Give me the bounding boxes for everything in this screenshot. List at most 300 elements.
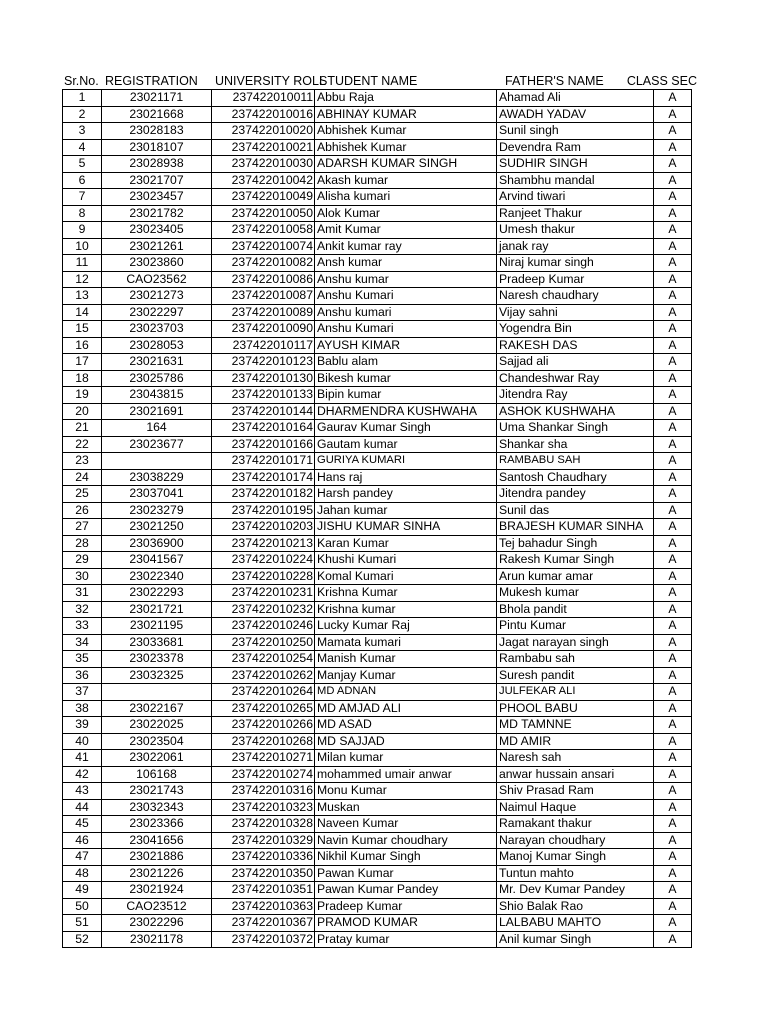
cell-sr-no[interactable]: 3 [63, 123, 102, 140]
cell-registration[interactable]: 23021261 [102, 238, 212, 255]
cell-sr-no[interactable]: 18 [63, 370, 102, 387]
cell-student-name[interactable]: Bikesh kumar [315, 370, 497, 387]
table-row[interactable] [63, 123, 692, 140]
cell-sr-no[interactable]: 7 [63, 189, 102, 206]
cell-student-name[interactable]: Harsh pandey [315, 486, 497, 503]
cell-registration[interactable]: 23023677 [102, 436, 212, 453]
cell-section[interactable]: A [654, 90, 692, 107]
cell-section[interactable]: A [654, 403, 692, 420]
table-row[interactable] [63, 436, 692, 453]
cell-section[interactable]: A [654, 271, 692, 288]
cell-section[interactable]: A [654, 436, 692, 453]
cell-sr-no[interactable]: 49 [63, 882, 102, 899]
cell-registration[interactable]: 23021250 [102, 519, 212, 536]
cell-fathers-name[interactable]: Bhola pandit [497, 601, 654, 618]
cell-student-name[interactable]: Jahan kumar [315, 502, 497, 519]
cell-section[interactable]: A [654, 486, 692, 503]
cell-student-name[interactable]: Abhishek Kumar [315, 123, 497, 140]
cell-student-name[interactable]: Alok Kumar [315, 205, 497, 222]
cell-roll[interactable]: 237422010117 [212, 337, 315, 354]
cell-roll[interactable]: 237422010203 [212, 519, 315, 536]
cell-roll[interactable]: 237422010265 [212, 700, 315, 717]
cell-fathers-name[interactable]: MD TAMNNE [497, 717, 654, 734]
cell-registration[interactable]: 23022061 [102, 750, 212, 767]
cell-student-name[interactable]: Pradeep Kumar [315, 898, 497, 915]
cell-registration[interactable]: 23033681 [102, 634, 212, 651]
cell-student-name[interactable]: Anshu kumari [315, 304, 497, 321]
cell-sr-no[interactable]: 52 [63, 931, 102, 948]
cell-fathers-name[interactable]: Sunil singh [497, 123, 654, 140]
table-row[interactable] [63, 816, 692, 833]
cell-student-name[interactable]: Anshu kumar [315, 271, 497, 288]
cell-roll[interactable]: 237422010016 [212, 106, 315, 123]
cell-sr-no[interactable]: 20 [63, 403, 102, 420]
cell-fathers-name[interactable]: Naresh sah [497, 750, 654, 767]
cell-student-name[interactable]: Karan Kumar [315, 535, 497, 552]
cell-student-name[interactable]: Bipin kumar [315, 387, 497, 404]
table-row[interactable] [63, 288, 692, 305]
cell-sr-no[interactable]: 6 [63, 172, 102, 189]
cell-sr-no[interactable]: 12 [63, 271, 102, 288]
cell-fathers-name[interactable]: Yogendra Bin [497, 321, 654, 338]
cell-fathers-name[interactable]: Suresh pandit [497, 667, 654, 684]
cell-section[interactable]: A [654, 189, 692, 206]
cell-roll[interactable]: 237422010174 [212, 469, 315, 486]
cell-roll[interactable]: 237422010262 [212, 667, 315, 684]
table-row[interactable] [63, 700, 692, 717]
cell-roll[interactable]: 237422010213 [212, 535, 315, 552]
cell-fathers-name[interactable]: Uma Shankar Singh [497, 420, 654, 437]
cell-roll[interactable]: 237422010087 [212, 288, 315, 305]
cell-fathers-name[interactable]: Ahamad Ali [497, 90, 654, 107]
cell-sr-no[interactable]: 39 [63, 717, 102, 734]
cell-registration[interactable]: 23021273 [102, 288, 212, 305]
cell-roll[interactable]: 237422010123 [212, 354, 315, 371]
cell-fathers-name[interactable]: ASHOK KUSHWAHA [497, 403, 654, 420]
cell-roll[interactable]: 237422010329 [212, 832, 315, 849]
cell-roll[interactable]: 237422010274 [212, 766, 315, 783]
cell-registration[interactable]: 23025786 [102, 370, 212, 387]
cell-section[interactable]: A [654, 898, 692, 915]
table-row[interactable] [63, 865, 692, 882]
cell-sr-no[interactable]: 37 [63, 684, 102, 701]
cell-roll[interactable]: 237422010336 [212, 849, 315, 866]
table-row[interactable] [63, 882, 692, 899]
cell-sr-no[interactable]: 26 [63, 502, 102, 519]
cell-fathers-name[interactable]: Rakesh Kumar Singh [497, 552, 654, 569]
cell-registration[interactable]: 23021691 [102, 403, 212, 420]
table-row[interactable] [63, 634, 692, 651]
cell-registration[interactable]: 23032343 [102, 799, 212, 816]
cell-fathers-name[interactable]: janak ray [497, 238, 654, 255]
table-row[interactable] [63, 667, 692, 684]
cell-section[interactable]: A [654, 519, 692, 536]
cell-roll[interactable]: 237422010050 [212, 205, 315, 222]
cell-student-name[interactable]: Navin Kumar choudhary [315, 832, 497, 849]
cell-fathers-name[interactable]: Jagat narayan singh [497, 634, 654, 651]
table-row[interactable] [63, 486, 692, 503]
cell-fathers-name[interactable]: Pradeep Kumar [497, 271, 654, 288]
cell-student-name[interactable]: MD SAJJAD [315, 733, 497, 750]
cell-section[interactable]: A [654, 750, 692, 767]
cell-section[interactable]: A [654, 766, 692, 783]
cell-sr-no[interactable]: 23 [63, 453, 102, 470]
cell-section[interactable]: A [654, 684, 692, 701]
cell-section[interactable]: A [654, 354, 692, 371]
cell-sr-no[interactable]: 48 [63, 865, 102, 882]
cell-registration[interactable]: 23028938 [102, 156, 212, 173]
cell-roll[interactable]: 237422010089 [212, 304, 315, 321]
cell-section[interactable]: A [654, 420, 692, 437]
cell-section[interactable]: A [654, 816, 692, 833]
cell-section[interactable]: A [654, 453, 692, 470]
table-row[interactable] [63, 172, 692, 189]
cell-roll[interactable]: 237422010363 [212, 898, 315, 915]
cell-roll[interactable]: 237422010268 [212, 733, 315, 750]
table-row[interactable] [63, 618, 692, 635]
cell-registration[interactable]: 23023378 [102, 651, 212, 668]
cell-student-name[interactable]: Manjay Kumar [315, 667, 497, 684]
header-sr-no[interactable]: Sr.No. [64, 74, 99, 88]
cell-registration[interactable]: 23022167 [102, 700, 212, 717]
cell-fathers-name[interactable]: Manoj Kumar Singh [497, 849, 654, 866]
cell-roll[interactable]: 237422010133 [212, 387, 315, 404]
table-row[interactable] [63, 651, 692, 668]
cell-registration[interactable]: CAO23562 [102, 271, 212, 288]
cell-section[interactable]: A [654, 700, 692, 717]
cell-sr-no[interactable]: 19 [63, 387, 102, 404]
cell-section[interactable]: A [654, 502, 692, 519]
cell-student-name[interactable]: Mamata kumari [315, 634, 497, 651]
cell-student-name[interactable]: Amit Kumar [315, 222, 497, 239]
cell-section[interactable]: A [654, 667, 692, 684]
cell-student-name[interactable]: ABHINAY KUMAR [315, 106, 497, 123]
table-row[interactable] [63, 205, 692, 222]
cell-student-name[interactable]: Manish Kumar [315, 651, 497, 668]
cell-roll[interactable]: 237422010350 [212, 865, 315, 882]
cell-sr-no[interactable]: 15 [63, 321, 102, 338]
cell-fathers-name[interactable]: Ramakant thakur [497, 816, 654, 833]
cell-fathers-name[interactable]: Tuntun mahto [497, 865, 654, 882]
cell-section[interactable]: A [654, 799, 692, 816]
cell-roll[interactable]: 237422010367 [212, 915, 315, 932]
cell-registration[interactable]: 23021743 [102, 783, 212, 800]
cell-registration[interactable]: 23021707 [102, 172, 212, 189]
cell-student-name[interactable]: MD AMJAD ALI [315, 700, 497, 717]
table-row[interactable] [63, 799, 692, 816]
cell-registration[interactable]: 23028183 [102, 123, 212, 140]
cell-registration[interactable]: 164 [102, 420, 212, 437]
cell-section[interactable]: A [654, 717, 692, 734]
cell-fathers-name[interactable]: RAKESH DAS [497, 337, 654, 354]
table-row[interactable] [63, 156, 692, 173]
cell-student-name[interactable]: Lucky Kumar Raj [315, 618, 497, 635]
cell-section[interactable]: A [654, 222, 692, 239]
cell-sr-no[interactable]: 35 [63, 651, 102, 668]
cell-section[interactable]: A [654, 255, 692, 272]
cell-section[interactable]: A [654, 123, 692, 140]
cell-sr-no[interactable]: 22 [63, 436, 102, 453]
cell-student-name[interactable]: Abbu Raja [315, 90, 497, 107]
table-row[interactable] [63, 139, 692, 156]
cell-fathers-name[interactable]: Shambhu mandal [497, 172, 654, 189]
cell-registration[interactable]: 23043815 [102, 387, 212, 404]
cell-roll[interactable]: 237422010271 [212, 750, 315, 767]
cell-fathers-name[interactable]: BRAJESH KUMAR SINHA [497, 519, 654, 536]
cell-registration[interactable]: 23018107 [102, 139, 212, 156]
cell-sr-no[interactable]: 34 [63, 634, 102, 651]
cell-student-name[interactable]: Muskan [315, 799, 497, 816]
cell-section[interactable]: A [654, 238, 692, 255]
cell-registration[interactable]: 23023279 [102, 502, 212, 519]
cell-roll[interactable]: 237422010011 [212, 90, 315, 107]
cell-registration[interactable]: 23021631 [102, 354, 212, 371]
cell-section[interactable]: A [654, 535, 692, 552]
cell-roll[interactable]: 237422010224 [212, 552, 315, 569]
cell-sr-no[interactable]: 1 [63, 90, 102, 107]
cell-registration[interactable]: 23021226 [102, 865, 212, 882]
table-row[interactable] [63, 750, 692, 767]
cell-student-name[interactable]: Alisha kumari [315, 189, 497, 206]
table-row[interactable] [63, 519, 692, 536]
cell-registration[interactable] [102, 684, 212, 701]
cell-sr-no[interactable]: 21 [63, 420, 102, 437]
cell-section[interactable]: A [654, 469, 692, 486]
cell-sr-no[interactable]: 28 [63, 535, 102, 552]
table-row[interactable] [63, 90, 692, 107]
cell-section[interactable]: A [654, 733, 692, 750]
cell-registration[interactable]: 23023405 [102, 222, 212, 239]
cell-roll[interactable]: 237422010164 [212, 420, 315, 437]
cell-registration[interactable]: 106168 [102, 766, 212, 783]
table-row[interactable] [63, 106, 692, 123]
cell-registration[interactable]: 23041567 [102, 552, 212, 569]
table-row[interactable] [63, 898, 692, 915]
cell-student-name[interactable]: Hans raj [315, 469, 497, 486]
cell-roll[interactable]: 237422010195 [212, 502, 315, 519]
cell-student-name[interactable]: Anshu Kumari [315, 288, 497, 305]
cell-section[interactable]: A [654, 585, 692, 602]
cell-section[interactable]: A [654, 601, 692, 618]
cell-student-name[interactable]: Pratay kumar [315, 931, 497, 948]
table-row[interactable] [63, 832, 692, 849]
cell-sr-no[interactable]: 41 [63, 750, 102, 767]
cell-sr-no[interactable]: 32 [63, 601, 102, 618]
cell-sr-no[interactable]: 38 [63, 700, 102, 717]
cell-section[interactable]: A [654, 865, 692, 882]
header-student-name[interactable]: STUDENT NAME [319, 74, 418, 88]
table-row[interactable] [63, 337, 692, 354]
cell-fathers-name[interactable]: JULFEKAR ALI [497, 684, 654, 701]
cell-student-name[interactable]: Akash kumar [315, 172, 497, 189]
cell-fathers-name[interactable]: Rambabu sah [497, 651, 654, 668]
cell-section[interactable]: A [654, 832, 692, 849]
cell-registration[interactable]: 23023504 [102, 733, 212, 750]
cell-roll[interactable]: 237422010130 [212, 370, 315, 387]
cell-sr-no[interactable]: 33 [63, 618, 102, 635]
table-row[interactable] [63, 255, 692, 272]
cell-student-name[interactable]: mohammed umair anwar [315, 766, 497, 783]
header-registration[interactable]: REGISTRATION [105, 74, 198, 88]
cell-fathers-name[interactable]: Chandeshwar Ray [497, 370, 654, 387]
cell-student-name[interactable]: Krishna Kumar [315, 585, 497, 602]
cell-student-name[interactable]: Komal Kumari [315, 568, 497, 585]
cell-section[interactable]: A [654, 552, 692, 569]
cell-sr-no[interactable]: 14 [63, 304, 102, 321]
table-row[interactable] [63, 271, 692, 288]
cell-section[interactable]: A [654, 618, 692, 635]
cell-student-name[interactable]: Anshu Kumari [315, 321, 497, 338]
header-university-roll[interactable]: UNIVERSITY ROLL [215, 74, 326, 88]
cell-student-name[interactable]: Monu Kumar [315, 783, 497, 800]
cell-fathers-name[interactable]: Umesh thakur [497, 222, 654, 239]
cell-student-name[interactable]: Nikhil Kumar Singh [315, 849, 497, 866]
cell-roll[interactable]: 237422010328 [212, 816, 315, 833]
cell-sr-no[interactable]: 46 [63, 832, 102, 849]
table-row[interactable] [63, 915, 692, 932]
cell-roll[interactable]: 237422010171 [212, 453, 315, 470]
cell-sr-no[interactable]: 13 [63, 288, 102, 305]
cell-registration[interactable]: 23022297 [102, 304, 212, 321]
cell-roll[interactable]: 237422010182 [212, 486, 315, 503]
table-row[interactable] [63, 783, 692, 800]
cell-student-name[interactable]: Abhishek Kumar [315, 139, 497, 156]
cell-registration[interactable]: 23022296 [102, 915, 212, 932]
cell-roll[interactable]: 237422010058 [212, 222, 315, 239]
cell-sr-no[interactable]: 40 [63, 733, 102, 750]
cell-roll[interactable]: 237422010254 [212, 651, 315, 668]
cell-registration[interactable]: 23021178 [102, 931, 212, 948]
cell-fathers-name[interactable]: Mr. Dev Kumar Pandey [497, 882, 654, 899]
cell-sr-no[interactable]: 30 [63, 568, 102, 585]
cell-student-name[interactable]: GURIYA KUMARI [315, 453, 497, 470]
cell-fathers-name[interactable]: Shankar sha [497, 436, 654, 453]
cell-fathers-name[interactable]: Shiv Prasad Ram [497, 783, 654, 800]
cell-roll[interactable]: 237422010144 [212, 403, 315, 420]
cell-fathers-name[interactable]: Arun kumar amar [497, 568, 654, 585]
cell-student-name[interactable]: MD ASAD [315, 717, 497, 734]
cell-fathers-name[interactable]: Pintu Kumar [497, 618, 654, 635]
cell-fathers-name[interactable]: Ranjeet Thakur [497, 205, 654, 222]
table-row[interactable] [63, 354, 692, 371]
cell-registration[interactable]: 23023366 [102, 816, 212, 833]
table-row[interactable] [63, 568, 692, 585]
table-row[interactable] [63, 370, 692, 387]
cell-fathers-name[interactable]: Jitendra Ray [497, 387, 654, 404]
cell-student-name[interactable]: JISHU KUMAR SINHA [315, 519, 497, 536]
cell-fathers-name[interactable]: Mukesh kumar [497, 585, 654, 602]
table-row[interactable] [63, 931, 692, 948]
cell-section[interactable]: A [654, 783, 692, 800]
cell-fathers-name[interactable]: Narayan choudhary [497, 832, 654, 849]
cell-fathers-name[interactable]: AWADH YADAV [497, 106, 654, 123]
cell-section[interactable]: A [654, 172, 692, 189]
cell-fathers-name[interactable]: Arvind tiwari [497, 189, 654, 206]
cell-registration[interactable]: 23041656 [102, 832, 212, 849]
cell-registration[interactable]: 23023860 [102, 255, 212, 272]
cell-registration[interactable]: CAO23512 [102, 898, 212, 915]
cell-fathers-name[interactable]: Sunil das [497, 502, 654, 519]
table-row[interactable] [63, 453, 692, 470]
cell-roll[interactable]: 237422010049 [212, 189, 315, 206]
table-row[interactable] [63, 238, 692, 255]
cell-roll[interactable]: 237422010042 [212, 172, 315, 189]
cell-sr-no[interactable]: 10 [63, 238, 102, 255]
cell-fathers-name[interactable]: Shio Balak Rao [497, 898, 654, 915]
cell-section[interactable]: A [654, 634, 692, 651]
cell-sr-no[interactable]: 8 [63, 205, 102, 222]
cell-roll[interactable]: 237422010316 [212, 783, 315, 800]
cell-fathers-name[interactable]: Naimul Haque [497, 799, 654, 816]
cell-fathers-name[interactable]: Devendra Ram [497, 139, 654, 156]
cell-roll[interactable]: 237422010372 [212, 931, 315, 948]
cell-section[interactable]: A [654, 387, 692, 404]
cell-registration[interactable]: 23028053 [102, 337, 212, 354]
cell-student-name[interactable]: ADARSH KUMAR SINGH [315, 156, 497, 173]
table-row[interactable] [63, 189, 692, 206]
cell-student-name[interactable]: DHARMENDRA KUSHWAHA [315, 403, 497, 420]
cell-fathers-name[interactable]: Jitendra pandey [497, 486, 654, 503]
cell-fathers-name[interactable]: Tej bahadur Singh [497, 535, 654, 552]
cell-section[interactable]: A [654, 106, 692, 123]
cell-section[interactable]: A [654, 337, 692, 354]
cell-registration[interactable]: 23032325 [102, 667, 212, 684]
cell-sr-no[interactable]: 44 [63, 799, 102, 816]
cell-roll[interactable]: 237422010232 [212, 601, 315, 618]
cell-registration[interactable]: 23022293 [102, 585, 212, 602]
table-row[interactable] [63, 766, 692, 783]
cell-student-name[interactable]: PRAMOD KUMAR [315, 915, 497, 932]
table-row[interactable] [63, 502, 692, 519]
cell-student-name[interactable]: Naveen Kumar [315, 816, 497, 833]
cell-student-name[interactable]: Milan kumar [315, 750, 497, 767]
cell-fathers-name[interactable]: Santosh Chaudhary [497, 469, 654, 486]
cell-registration[interactable]: 23021924 [102, 882, 212, 899]
cell-registration[interactable]: 23022340 [102, 568, 212, 585]
cell-section[interactable]: A [654, 849, 692, 866]
cell-fathers-name[interactable]: Niraj kumar singh [497, 255, 654, 272]
table-row[interactable] [63, 585, 692, 602]
cell-registration[interactable]: 23021886 [102, 849, 212, 866]
cell-student-name[interactable]: Pawan Kumar Pandey [315, 882, 497, 899]
cell-sr-no[interactable]: 47 [63, 849, 102, 866]
cell-sr-no[interactable]: 42 [63, 766, 102, 783]
cell-registration[interactable]: 23021721 [102, 601, 212, 618]
cell-student-name[interactable]: Khushi Kumari [315, 552, 497, 569]
cell-fathers-name[interactable]: Sajjad ali [497, 354, 654, 371]
cell-roll[interactable]: 237422010250 [212, 634, 315, 651]
table-row[interactable] [63, 733, 692, 750]
cell-sr-no[interactable]: 31 [63, 585, 102, 602]
table-row[interactable] [63, 469, 692, 486]
cell-student-name[interactable]: Bablu alam [315, 354, 497, 371]
cell-roll[interactable]: 237422010086 [212, 271, 315, 288]
cell-registration[interactable]: 23021782 [102, 205, 212, 222]
cell-fathers-name[interactable]: LALBABU MAHTO [497, 915, 654, 932]
cell-fathers-name[interactable]: RAMBABU SAH [497, 453, 654, 470]
cell-registration[interactable] [102, 453, 212, 470]
table-row[interactable] [63, 420, 692, 437]
cell-sr-no[interactable]: 11 [63, 255, 102, 272]
table-row[interactable] [63, 849, 692, 866]
cell-registration[interactable]: 23021668 [102, 106, 212, 123]
cell-section[interactable]: A [654, 931, 692, 948]
table-row[interactable] [63, 552, 692, 569]
cell-section[interactable]: A [654, 915, 692, 932]
cell-registration[interactable]: 23023457 [102, 189, 212, 206]
cell-roll[interactable]: 237422010266 [212, 717, 315, 734]
cell-section[interactable]: A [654, 156, 692, 173]
